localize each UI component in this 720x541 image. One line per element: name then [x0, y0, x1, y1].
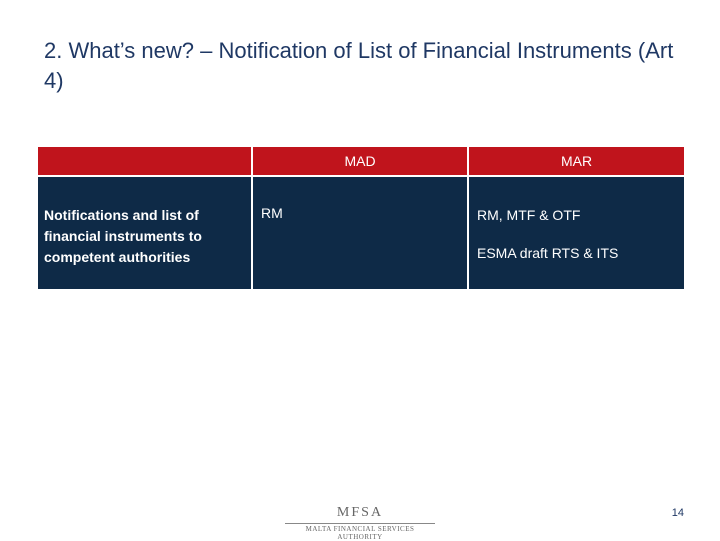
comparison-table	[36, 145, 686, 291]
row-label-cell	[37, 176, 252, 290]
table-header-mar: MAR	[468, 146, 685, 176]
table-header-row	[37, 146, 685, 176]
logo-mark: MFSA	[336, 505, 384, 520]
table-row	[37, 176, 685, 290]
mar-value-line1: RM, MTF & OTF	[477, 207, 581, 223]
logo-divider	[285, 523, 435, 524]
mad-value: RM	[261, 205, 283, 221]
row-label: Notifications and list of financial instruments to competent authorities	[44, 207, 202, 265]
logo-text: MALTA FINANCIAL SERVICES AUTHORITY	[305, 525, 415, 541]
mfsa-logo	[285, 505, 435, 541]
table-header-mad: MAD	[252, 146, 468, 176]
mad-cell	[252, 176, 468, 290]
mar-cell	[468, 176, 685, 290]
slide-title: 2. What’s new? – Notification of List of Financial Instruments (Art 4)	[44, 38, 674, 93]
page-number: 14	[671, 507, 684, 519]
table-header-empty	[37, 146, 252, 176]
mar-value-line2: ESMA draft RTS & ITS	[477, 245, 619, 261]
